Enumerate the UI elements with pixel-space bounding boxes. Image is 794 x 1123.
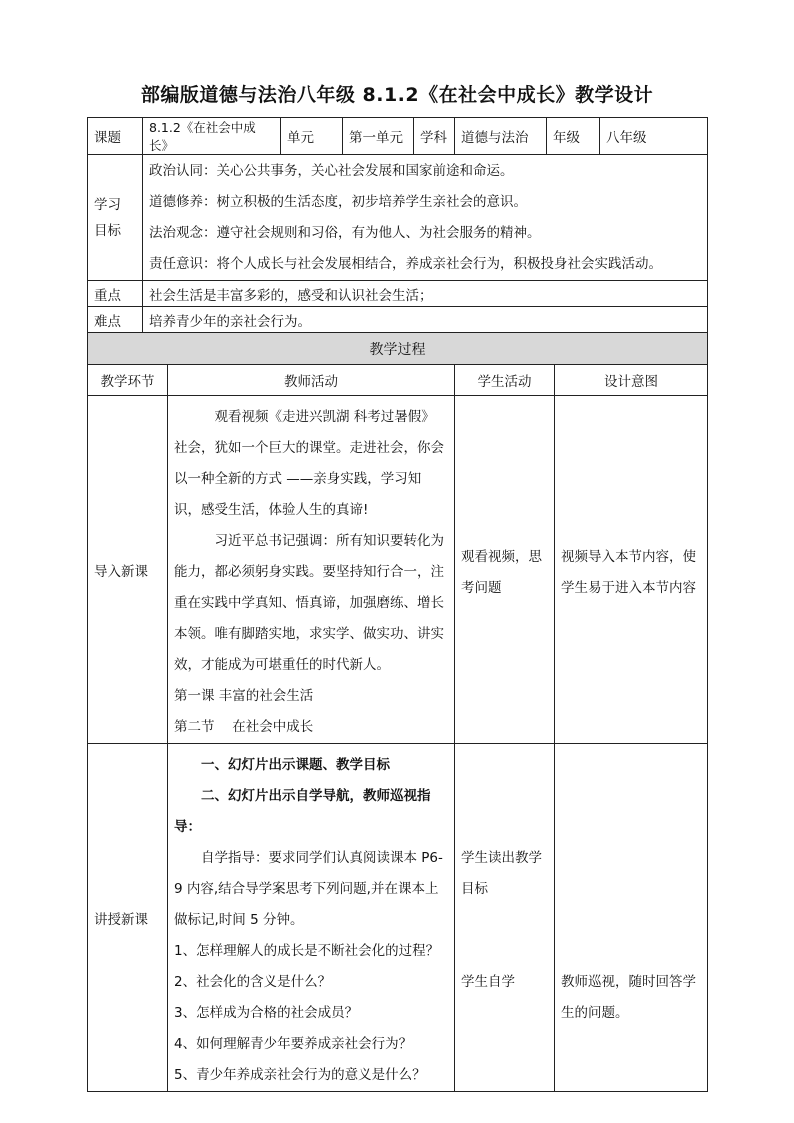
goal-item: 道德修养：树立积极的生活态度，初步培养学生亲社会的意识。 — [149, 193, 527, 210]
goals-content — [143, 155, 708, 281]
intro-design-intent: 视频导入本节内容，使学生易于进入本节内容 — [555, 396, 708, 744]
process-columns-row — [88, 365, 708, 396]
intro-row — [88, 396, 708, 744]
goals-row — [88, 155, 708, 281]
question-item: 5、青少年养成亲社会行为的意义是什么？ — [174, 1067, 426, 1083]
lecture-design-intent: 教师巡视，随时回答学生的问题。 — [555, 744, 708, 1092]
question-item: 1、怎样理解人的成长是不断社会化的过程？ — [174, 943, 440, 959]
goal-item: 政治认同：关心公共事务，关心社会发展和国家前途和命运。 — [149, 162, 514, 179]
teacher-paragraph: 习近平总书记强调：所有知识要转化为能力，都必须躬身实践。要坚持知行合一，注重在实践中学真知、悟真谛，加强磨练、增长本领。唯有脚踏实地，求实学、做实功、讲实效，才能成为可堪重任的时代新人。 — [174, 533, 444, 673]
question-item: 4、如何理解青少年要养成亲社会行为？ — [174, 1036, 413, 1052]
lecture-student-activity: 学生读出教学目标 学生自学 — [455, 744, 555, 1092]
goals-label: 学习 目标 — [88, 155, 143, 281]
teacher-paragraph: 二、幻灯片出示自学导航，教师巡视指导： — [174, 788, 431, 835]
subject-value: 道德与法治 — [455, 118, 547, 155]
unit-label: 单元 — [281, 118, 343, 155]
key-point-row — [88, 281, 708, 307]
lecture-teacher-activity — [168, 744, 455, 1092]
question-item: 2、社会化的含义是什么？ — [174, 974, 332, 990]
teacher-paragraph: 第一课 丰富的社会生活 — [174, 688, 314, 704]
teacher-paragraph: 第二节 在社会中成长 — [174, 719, 314, 735]
grade-value: 八年级 — [600, 118, 708, 155]
teacher-paragraph: 一、幻灯片出示课题、教学目标 — [201, 757, 390, 773]
column-header-intent: 设计意图 — [555, 365, 708, 396]
column-header-student: 学生活动 — [455, 365, 555, 396]
lecture-row — [88, 744, 708, 1092]
question-item: 3、怎样成为合格的社会成员？ — [174, 1005, 359, 1021]
lesson-label: 课题 — [88, 118, 143, 155]
grade-label: 年级 — [547, 118, 600, 155]
difficulty-label: 难点 — [88, 307, 143, 333]
column-header-stage: 教学环节 — [88, 365, 168, 396]
intro-stage: 导入新课 — [88, 396, 168, 744]
unit-value: 第一单元 — [343, 118, 414, 155]
intro-teacher-activity — [168, 396, 455, 744]
teacher-paragraph: 自学指导：要求同学们认真阅读课本 P6-9 内容,结合导学案思考下列问题,并在课本上做标记,时间 5 分钟。 — [174, 850, 443, 928]
column-header-teacher: 教师活动 — [168, 365, 455, 396]
key-point-value: 社会生活是丰富多彩的，感受和认识社会生活； — [143, 281, 708, 307]
lesson-value: 8.1.2《在社会中成长》 — [143, 118, 281, 155]
intro-student-activity: 观看视频，思考问题 — [455, 396, 555, 744]
teacher-paragraph: 观看视频《走进兴凯湖 科考过暑假》 — [214, 409, 435, 425]
process-header: 教学过程 — [88, 333, 708, 365]
teacher-paragraph: 社会，犹如一个巨大的课堂。走进社会，你会以一种全新的方式 ——亲身实践，学习知识，感受生活，体验人生的真谛! — [174, 440, 444, 518]
difficulty-value: 培养青少年的亲社会行为。 — [143, 307, 708, 333]
goal-item: 责任意识：将个人成长与社会发展相结合，养成亲社会行为，积极投身社会实践活动。 — [149, 255, 662, 272]
goal-item: 法治观念：遵守社会规则和习俗，有为他人、为社会服务的精神。 — [149, 224, 541, 241]
lecture-stage: 讲授新课 — [88, 744, 168, 1092]
info-row — [88, 118, 708, 155]
key-point-label: 重点 — [88, 281, 143, 307]
document-title: 部编版道德与法治八年级 8.1.2《在社会中成长》教学设计 — [140, 84, 654, 106]
subject-label: 学科 — [414, 118, 455, 155]
difficulty-row — [88, 307, 708, 333]
lesson-plan-table — [87, 117, 708, 1092]
